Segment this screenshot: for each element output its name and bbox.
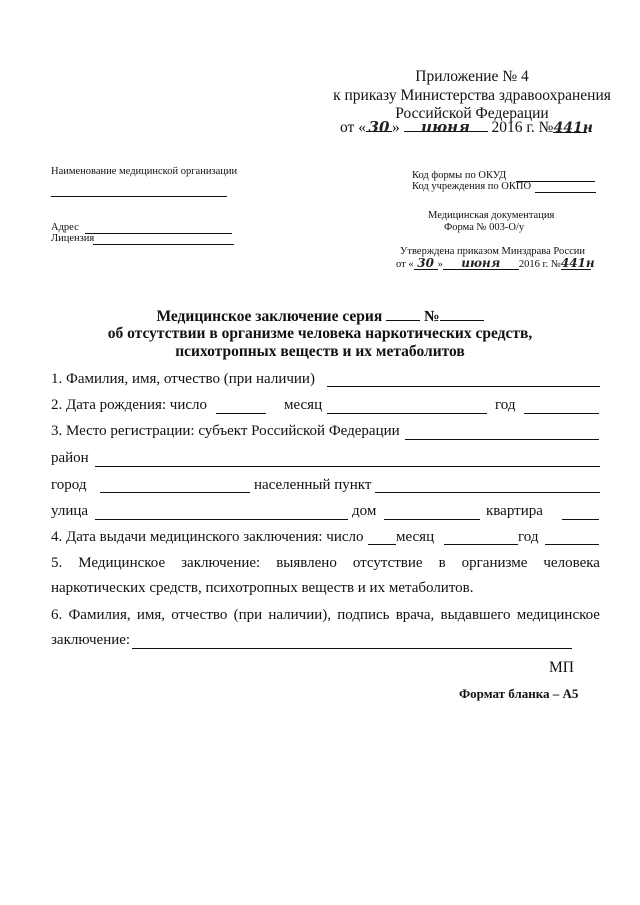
- approved-date: [396, 256, 595, 270]
- handwritten-month: июня: [443, 256, 519, 270]
- org-name-label: Наименование медицинской организации: [51, 166, 238, 177]
- house-label: дом: [352, 503, 377, 519]
- field-6-word: отчество: [171, 607, 228, 623]
- field-5-word: в: [438, 555, 446, 571]
- field-6-word: врача,: [395, 607, 435, 623]
- field-6-word: имя,: [136, 607, 166, 623]
- appendix-line-3: Российской Федерации: [395, 105, 549, 122]
- birth-year-label: год: [495, 397, 516, 413]
- date-prefix: от «: [396, 259, 414, 270]
- document-title-line-3: психотропных веществ и их метаболитов: [175, 343, 465, 360]
- license-line: [93, 244, 234, 245]
- field-6-word: выдавшего: [440, 607, 511, 623]
- field-6-word: подпись: [337, 607, 390, 623]
- document-title-line-1: [0, 305, 640, 326]
- approved-by: Утверждена приказом Минздрава России: [400, 246, 586, 257]
- issue-year-label: год: [518, 529, 539, 545]
- birth-year-line: [524, 413, 599, 414]
- city-line: [100, 492, 250, 493]
- doc-type: Медицинская документация: [428, 210, 555, 221]
- birth-month-label: месяц: [284, 397, 323, 413]
- date-prefix: от «: [340, 119, 366, 136]
- issue-month-line: [444, 544, 518, 545]
- subject-line: [405, 439, 599, 440]
- document-title-line-2: об отсутствии в организме человека наркотических средств,: [107, 325, 533, 342]
- stamp-label: МП: [549, 659, 574, 676]
- issue-year-line: [545, 544, 599, 545]
- issue-day-line: [368, 544, 396, 545]
- appendix-line-2: к приказу Министерства здравоохранения: [333, 87, 611, 104]
- issue-month-label: месяц: [396, 529, 435, 545]
- doctor-signature-line: [132, 648, 572, 649]
- org-name-line: [51, 196, 227, 197]
- field-2-label: 2. Дата рождения: число: [51, 397, 208, 413]
- field-6-line-1: [51, 607, 600, 624]
- appendix-date: [340, 118, 593, 137]
- field-5-number: 5.: [51, 555, 63, 571]
- field-6-word: (при: [233, 607, 263, 623]
- appendix-line-1: Приложение № 4: [415, 68, 529, 85]
- series-blank: [386, 305, 420, 321]
- apartment-line: [562, 519, 599, 520]
- date-mid: »: [391, 119, 400, 136]
- birth-day-line: [216, 413, 266, 414]
- date-mid: »: [437, 259, 443, 270]
- field-6-word: наличии),: [268, 607, 332, 623]
- handwritten-number: 441н: [560, 256, 595, 270]
- field-5-line-1: [51, 555, 600, 572]
- street-label: улица: [51, 503, 89, 519]
- field-5-word: человека: [543, 555, 600, 571]
- field-6-word: 6.: [51, 607, 63, 623]
- field-6-word: Фамилия,: [68, 607, 131, 623]
- number-blank: [440, 305, 484, 321]
- district-label: район: [51, 450, 89, 466]
- address-line: [85, 233, 232, 234]
- okpo-line: [535, 192, 596, 193]
- handwritten-month: июня: [404, 118, 488, 132]
- date-year: 2016 г. №: [491, 119, 554, 136]
- district-line: [95, 466, 600, 467]
- field-5-word: организме: [461, 555, 528, 571]
- address-label: Адрес: [51, 222, 79, 233]
- handwritten-day: 30: [414, 256, 438, 270]
- title-series-label: Медицинское заключение серия: [156, 308, 383, 325]
- field-5-word: отсутствие: [352, 555, 423, 571]
- apartment-label: квартира: [486, 503, 543, 519]
- field-6-line-2: заключение:: [51, 632, 131, 648]
- okpo-label: Код учреждения по ОКПО: [412, 181, 532, 192]
- settlement-label: населенный пункт: [254, 477, 372, 493]
- date-year: 2016 г. №: [518, 259, 561, 270]
- field-5-word: выявлено: [276, 555, 337, 571]
- form-format-label: Формат бланка – А5: [459, 686, 579, 701]
- license-label: Лицензия: [51, 233, 95, 244]
- field-4-label: 4. Дата выдачи медицинского заключения: число: [51, 529, 364, 545]
- handwritten-day: 30: [366, 118, 392, 132]
- field-3-label: 3. Место регистрации: субъект Российской Федерации: [51, 423, 400, 439]
- field-5-line-2: наркотических средств, психотропных веществ и их метаболитов.: [51, 580, 474, 596]
- city-label: город: [51, 477, 87, 493]
- house-line: [384, 519, 480, 520]
- field-5-word: Медицинское: [78, 555, 166, 571]
- settlement-line: [375, 492, 600, 493]
- field-1-line: [327, 386, 600, 387]
- okud-label: Код формы по ОКУД: [412, 170, 507, 181]
- field-1-label: 1. Фамилия, имя, отчество (при наличии): [51, 371, 315, 387]
- field-5-word: заключение:: [181, 555, 261, 571]
- birth-month-line: [327, 413, 487, 414]
- field-6-word: медицинское: [516, 607, 600, 623]
- form-number: Форма № 003-О/у: [444, 222, 525, 233]
- title-number-label: №: [423, 308, 440, 325]
- handwritten-number: 441н: [553, 120, 593, 136]
- street-line: [95, 519, 348, 520]
